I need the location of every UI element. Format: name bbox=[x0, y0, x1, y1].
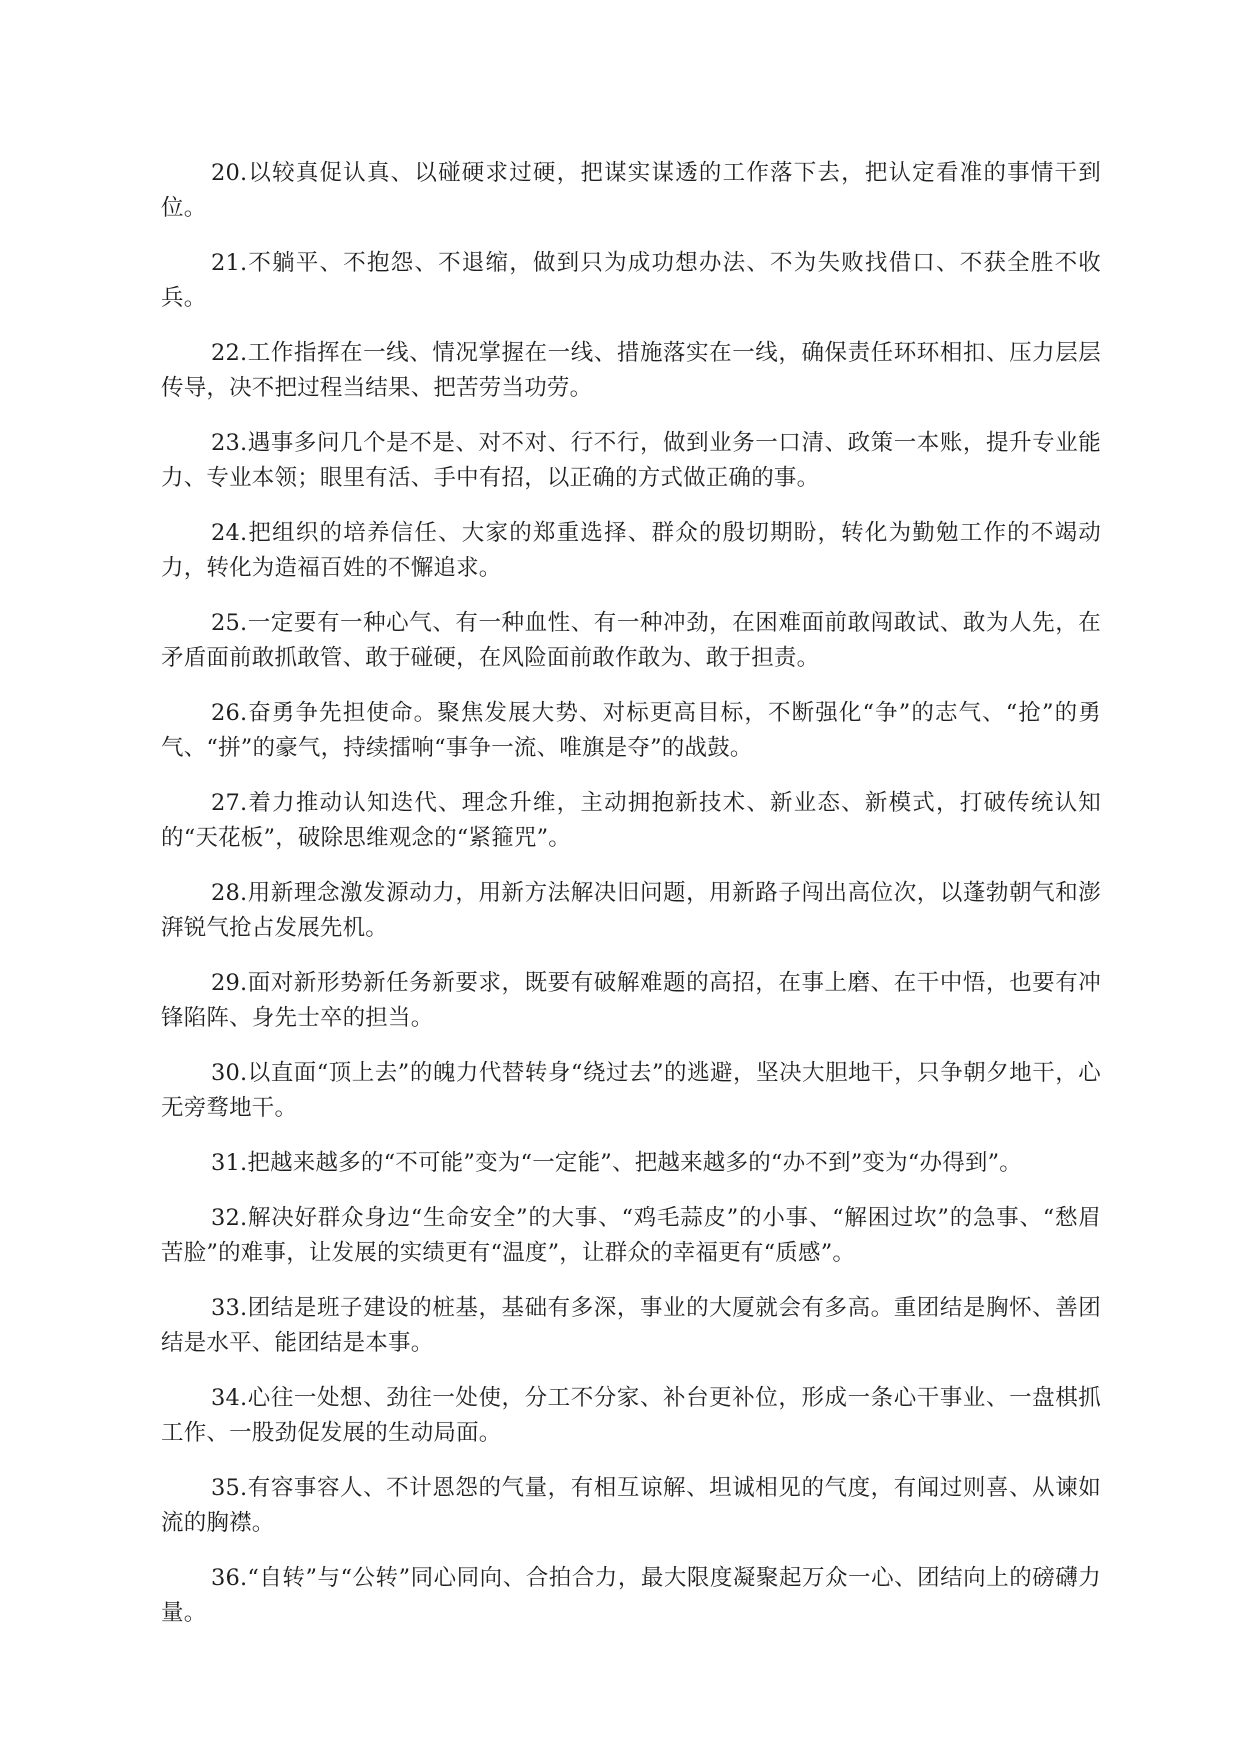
paragraph-36: 36.“自转”与“公转”同心同向、合拍合力，最大限度凝聚起万众一心、团结向上的磅礴力量。 bbox=[161, 1565, 1101, 1626]
paragraph-35: 35.有容事容人、不计恩怨的气量，有相互谅解、坦诚相见的气度，有闻过则喜、从谏如流的胸襟。 bbox=[161, 1475, 1101, 1536]
paragraph-23: 23.遇事多问几个是不是、对不对、行不行，做到业务一口清、政策一本账，提升专业能力、专业本领；眼里有活、手中有招，以正确的方式做正确的事。 bbox=[161, 430, 1101, 491]
paragraph-20: 20.以较真促认真、以碰硬求过硬，把谋实谋透的工作落下去，把认定看准的事情干到位。 bbox=[161, 160, 1101, 221]
paragraph-22: 22.工作指挥在一线、情况掌握在一线、措施落实在一线，确保责任环环相扣、压力层层传导，决不把过程当结果、把苦劳当功劳。 bbox=[161, 340, 1101, 401]
paragraph-26: 26.奋勇争先担使命。聚焦发展大势、对标更高目标，不断强化“争”的志气、“抢”的勇气、“拼”的豪气，持续擂响“事争一流、唯旗是夺”的战鼓。 bbox=[161, 700, 1101, 761]
paragraph-24: 24.把组织的培养信任、大家的郑重选择、群众的殷切期盼，转化为勤勉工作的不竭动力，转化为造福百姓的不懈追求。 bbox=[161, 520, 1101, 581]
paragraph-28: 28.用新理念激发源动力，用新方法解决旧问题，用新路子闯出高位次，以蓬勃朝气和澎湃锐气抢占发展先机。 bbox=[161, 880, 1101, 941]
paragraph-27: 27.着力推动认知迭代、理念升维，主动拥抱新技术、新业态、新模式，打破传统认知的“天花板”，破除思维观念的“紧箍咒”。 bbox=[161, 790, 1101, 851]
paragraph-25: 25.一定要有一种心气、有一种血性、有一种冲劲，在困难面前敢闯敢试、敢为人先，在矛盾面前敢抓敢管、敢于碰硬，在风险面前敢作敢为、敢于担责。 bbox=[161, 610, 1101, 671]
paragraph-21: 21.不躺平、不抱怨、不退缩，做到只为成功想办法、不为失败找借口、不获全胜不收兵。 bbox=[161, 250, 1101, 311]
paragraph-29: 29.面对新形势新任务新要求，既要有破解难题的高招，在事上磨、在干中悟，也要有冲锋陷阵、身先士卒的担当。 bbox=[161, 970, 1101, 1031]
paragraph-34: 34.心往一处想、劲往一处使，分工不分家、补台更补位，形成一条心干事业、一盘棋抓工作、一股劲促发展的生动局面。 bbox=[161, 1385, 1101, 1446]
paragraph-31: 31.把越来越多的“不可能”变为“一定能”、把越来越多的“办不到”变为“办得到”。 bbox=[211, 1150, 1023, 1176]
paragraph-32: 32.解决好群众身边“生命安全”的大事、“鸡毛蒜皮”的小事、“解困过坎”的急事、“愁眉苦脸”的难事，让发展的实绩更有“温度”，让群众的幸福更有“质感”。 bbox=[161, 1205, 1101, 1266]
paragraph-33: 33.团结是班子建设的桩基，基础有多深，事业的大厦就会有多高。重团结是胸怀、善团结是水平、能团结是本事。 bbox=[161, 1295, 1101, 1356]
document-body bbox=[161, 156, 1101, 1651]
paragraph-30: 30.以直面“顶上去”的魄力代替转身“绕过去”的逃避，坚决大胆地干，只争朝夕地干，心无旁骛地干。 bbox=[161, 1060, 1101, 1121]
